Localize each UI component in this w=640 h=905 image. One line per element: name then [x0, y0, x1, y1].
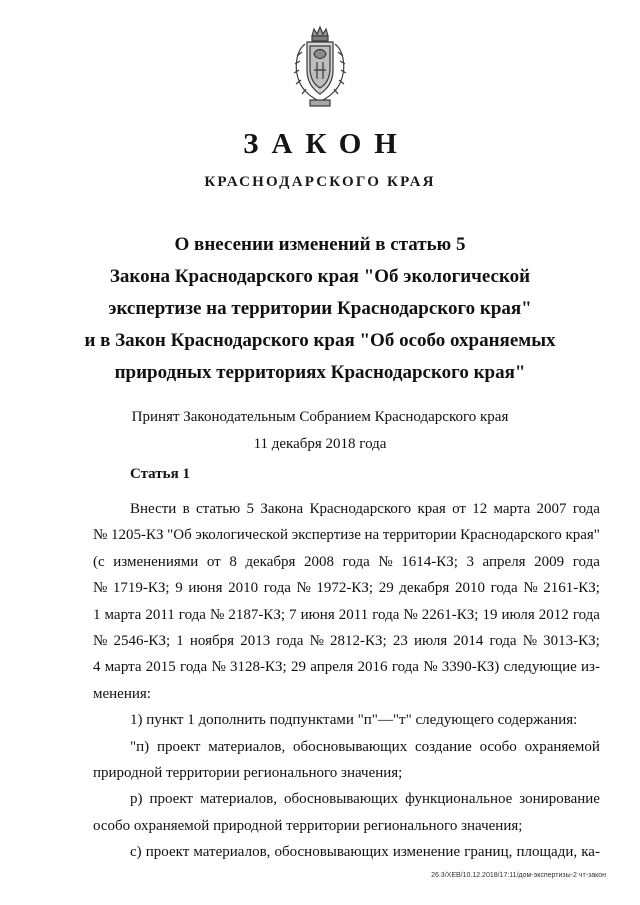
paragraph-word: "п): [130, 738, 150, 755]
paragraph-word: года: [342, 553, 370, 570]
adoption-info: [60, 404, 580, 458]
paragraph-word: территории: [382, 527, 457, 544]
paragraph-word: 2010: [454, 580, 485, 597]
paragraph-word: №: [209, 606, 225, 623]
paragraph-word: в: [182, 501, 190, 517]
paragraph-word: июля: [501, 606, 535, 623]
paragraph-word: 2008: [304, 553, 335, 570]
paragraph-word: №: [93, 580, 108, 597]
paragraph-word: с): [130, 844, 142, 861]
paragraph-word: на: [364, 527, 380, 544]
paragraph-word: №: [378, 553, 393, 570]
paragraph-word: 3013-КЗ;: [543, 632, 600, 649]
paragraph-word: 29: [290, 659, 306, 676]
document-code: 26.3/XEB/10.12.2018/17:11/дом-экспертизы-2 чт-закон: [431, 872, 606, 879]
paragraph-word: 29: [378, 580, 394, 597]
paragraph-word: особо: [479, 738, 517, 755]
paragraph-word: 3128-КЗ;: [230, 659, 287, 676]
paragraph-line: [93, 839, 600, 865]
paragraph-line: [93, 496, 600, 522]
paragraph-word: материалов,: [208, 738, 286, 755]
paragraph-word: дополнить: [198, 712, 266, 729]
paragraph-word: охраняемой: [524, 738, 600, 755]
paragraph-word: апреля: [482, 553, 526, 570]
paragraph-word: года: [490, 580, 518, 597]
paragraph-word: №: [403, 606, 418, 623]
paragraph-line: [93, 522, 600, 548]
document-heading: [60, 229, 580, 389]
paragraph-line: [93, 628, 600, 654]
paragraph-word: подпунктами: [269, 712, 354, 729]
paragraph-word: 2015: [145, 659, 176, 676]
paragraph-word: 2261-КЗ;: [421, 606, 479, 623]
paragraph-word: 1: [176, 632, 184, 649]
law-title: ЗАКОН: [243, 128, 410, 160]
paragraph-line: [93, 602, 600, 628]
paragraph-word: природной: [93, 764, 163, 781]
paragraph-word: года: [572, 501, 600, 517]
coat-of-arms-icon: [290, 24, 350, 108]
paragraph-word: материалов,: [199, 791, 277, 808]
paragraph-word: из-: [581, 659, 600, 676]
paragraph-word: №: [211, 659, 226, 676]
paragraph-word: обосновывающих: [293, 738, 408, 755]
paragraph-word: 2011: [145, 606, 175, 623]
paragraph-word: проект: [149, 791, 193, 808]
paragraph-word: 5: [246, 501, 255, 517]
paragraph-word: значения;: [341, 764, 403, 781]
paragraph-word: 2009: [534, 553, 565, 570]
paragraph-word: следующие: [503, 659, 577, 676]
paragraph-line: [93, 575, 600, 601]
paragraph-word: изменениями: [113, 553, 199, 570]
paragraph-word: года: [391, 659, 419, 676]
paragraph-word: следующего: [415, 712, 494, 729]
paragraph-word: площади,: [516, 844, 578, 861]
paragraph-word: р): [130, 791, 143, 808]
paragraph-word: Закона: [260, 501, 304, 517]
paragraph-word: "п"—"т": [357, 712, 412, 729]
paragraph-word: 2812-КЗ;: [330, 632, 387, 649]
paragraph-word: от: [206, 553, 221, 570]
paragraph-word: значения;: [461, 817, 523, 834]
paragraph-word: Внести: [130, 501, 177, 517]
paragraph-word: экспертизе: [291, 527, 361, 544]
adopted-by-text: Принят Законодательным Собранием Краснодарского края: [131, 409, 509, 425]
paragraph-word: 2161-КЗ;: [543, 580, 600, 597]
paragraph-word: регионального: [363, 817, 458, 834]
paragraph-word: изменение: [392, 844, 461, 861]
paragraph-word: проект: [156, 738, 201, 755]
document-heading-line: О внесении изменений в статью 5: [174, 234, 466, 255]
paragraph-word: содержания:: [497, 712, 578, 729]
article-title: Статья 1: [130, 466, 190, 482]
paragraph-word: статью: [195, 501, 241, 517]
paragraph-word: 1614-КЗ;: [401, 553, 458, 570]
document-heading-line: экспертизе на территории Краснодарского края": [108, 298, 532, 319]
paragraph-line: [93, 760, 600, 786]
paragraph-word: 3: [466, 553, 474, 570]
paragraph-word: года: [572, 553, 600, 570]
paragraph-word: 1205-КЗ: [110, 527, 164, 544]
paragraph-word: года: [372, 606, 400, 623]
paragraph-word: 9: [175, 580, 183, 597]
paragraph-word: №: [309, 632, 324, 649]
paragraph-word: края": [565, 527, 600, 544]
paragraph-word: №: [523, 580, 538, 597]
paragraph-word: 2012: [538, 606, 569, 623]
paragraph-word: года: [180, 659, 208, 676]
region-title: КРАСНОДАРСКОГО КРАЯ: [204, 174, 436, 190]
paragraph-word: марта: [104, 606, 142, 623]
adopted-date: 11 декабря 2018 года: [253, 436, 387, 452]
paragraph-word: 1972-КЗ;: [316, 580, 374, 597]
article-body: [93, 496, 600, 865]
paragraph-word: марта: [493, 501, 531, 517]
paragraph-word: года: [276, 632, 304, 649]
paragraph-word: обосновывающих: [283, 791, 399, 808]
paragraph-word: пункт: [146, 712, 184, 729]
paragraph-word: №: [522, 632, 538, 649]
paragraph-word: 2007: [536, 501, 567, 517]
paragraph-word: зонирование: [519, 791, 600, 808]
paragraph-word: 1719-КЗ;: [112, 580, 170, 597]
paragraph-line: [93, 681, 600, 707]
paragraph-word: (с: [93, 553, 105, 570]
paragraph-word: регионального: [243, 764, 338, 781]
paragraph-word: года: [489, 632, 517, 649]
paragraph-word: "Об: [167, 527, 192, 544]
paragraph-word: особо: [93, 817, 131, 834]
paragraph-word: 1): [130, 712, 143, 729]
paragraph-word: декабря: [245, 553, 296, 570]
paragraph-word: июля: [413, 632, 448, 649]
paragraph-line: [93, 734, 600, 760]
paragraph-word: границ,: [464, 844, 513, 861]
paragraph-line: [93, 654, 600, 680]
paragraph-word: 2011: [338, 606, 369, 623]
paragraph-word: природной: [213, 817, 283, 834]
document-heading-line: и в Закон Краснодарского края "Об особо охраняемых: [84, 330, 556, 351]
paragraph-word: июня: [188, 580, 223, 597]
paragraph-word: 2013: [240, 632, 271, 649]
paragraph-word: 2010: [228, 580, 259, 597]
paragraph-word: 2014: [453, 632, 484, 649]
paragraph-word: проект: [145, 844, 190, 861]
paragraph-word: Краснодарского: [309, 501, 412, 517]
paragraph-line: [93, 549, 600, 575]
paragraph-word: экологической: [195, 527, 289, 544]
paragraph-word: 19: [482, 606, 498, 623]
paragraph-word: охраняемой: [133, 817, 210, 834]
paragraph-word: 2546-КЗ;: [113, 632, 171, 649]
paragraph-word: апреля: [310, 659, 354, 676]
paragraph-word: функциональное: [405, 791, 513, 808]
paragraph-word: 1: [187, 712, 195, 729]
paragraph-word: 2016: [357, 659, 388, 676]
paragraph-word: 1: [93, 606, 101, 623]
document-heading-line: природных территориях Краснодарского края": [114, 362, 526, 383]
paragraph-word: 12: [472, 501, 488, 517]
document-heading-line: Закона Краснодарского края "Об экологической: [109, 266, 531, 287]
paragraph-word: материалов,: [193, 844, 271, 861]
paragraph-word: 7: [289, 606, 297, 623]
paragraph-word: 23: [392, 632, 408, 649]
paragraph-word: 8: [229, 553, 237, 570]
paragraph-word: края: [417, 501, 446, 517]
paragraph-word: №: [93, 527, 108, 544]
paragraph-word: года: [178, 606, 206, 623]
paragraph-word: 3390-КЗ): [441, 659, 500, 676]
paragraph-line: [93, 707, 600, 733]
paragraph-word: №: [296, 580, 311, 597]
paragraph-word: №: [93, 632, 108, 649]
paragraph-word: обосновывающих: [274, 844, 389, 861]
paragraph-line: [93, 786, 600, 812]
paragraph-word: марта: [104, 659, 142, 676]
paragraph-word: создание: [415, 738, 472, 755]
paragraph-word: Краснодарского: [460, 527, 562, 544]
paragraph-word: территории: [166, 764, 240, 781]
paragraph-word: июня: [300, 606, 335, 623]
paragraph-word: года: [572, 606, 600, 623]
paragraph-word: ноября: [189, 632, 235, 649]
paragraph-word: территории: [286, 817, 360, 834]
paragraph-word: 2187-КЗ;: [228, 606, 285, 623]
paragraph-word: ка-: [581, 844, 600, 861]
paragraph-word: декабря: [399, 580, 450, 597]
paragraph-word: 4: [93, 659, 101, 676]
paragraph-word: от: [452, 501, 466, 517]
paragraph-word: менения:: [93, 685, 151, 702]
paragraph-line: [93, 813, 600, 839]
paragraph-word: года: [263, 580, 291, 597]
paragraph-word: №: [423, 659, 438, 676]
